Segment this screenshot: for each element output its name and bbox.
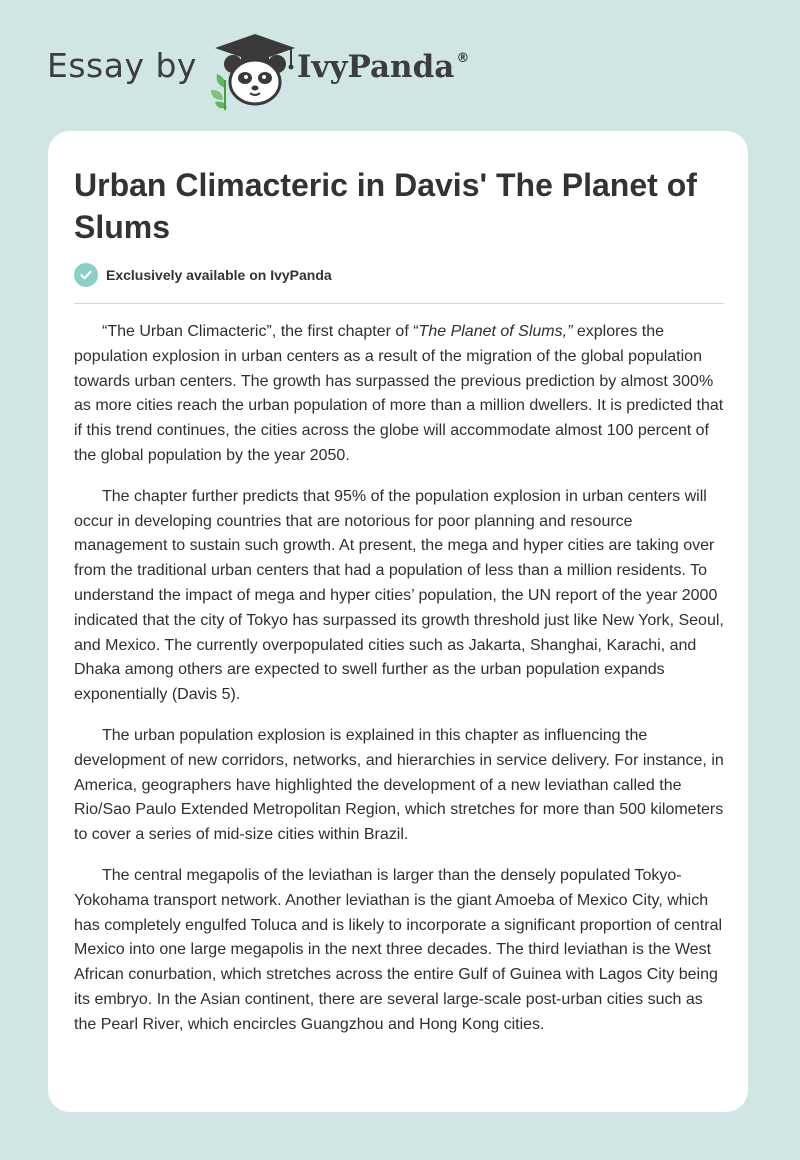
book-title-emphasis: The Planet of Slums,” (418, 323, 573, 340)
paragraph: The central megapolis of the leviathan is larger than the densely populated Tokyo-Yokohama transport network. Another leviathan is the giant Amoeba of Mexico City, which has completely engulfed Toluca and is likely to incorporate a significant proportion of central Mexico into one large megapolis in the next three decades. The third leviathan is the West African conurbation, which stretches across the entire Gulf of Guinea with Lagos City being its embryo. In the Asian continent, there are several large-scale post-urban cities such as the Pearl River, which encircles Guangzhou and Hong Kong cities. (74, 866, 723, 1033)
panda-graduate-logo-icon[interactable] (207, 30, 303, 110)
paragraph (74, 320, 724, 469)
divider (74, 303, 724, 304)
paragraph: The urban population explosion is explained in this chapter as influencing the development of new corridors, networks, and hierarchies in service delivery. For instance, in America, geographers have highlighted the development of a new leviathan called the Rio/Sao Paulo Extended Metropolitan Region, which stretches for more than 500 kilometers to cover a series of mid-size cities within Brazil. (74, 726, 724, 844)
essay-card (48, 131, 748, 1112)
brand-name-text: IvyPanda (296, 49, 455, 85)
paragraph-text: explores the population explosion in urban centers as a result of the migration of the global population towards urban centers. The growth has surpassed the previous prediction by almost 300% as more cities reach the urban population of more than a million dwellers. It is predicted that if this trend continues, the cities across the globe will accommodate almost 100 percent of the global population by the year 2050. (74, 323, 724, 464)
site-header (47, 30, 469, 110)
registered-mark: ® (456, 51, 470, 66)
paragraph-text: “The Urban Climacteric”, the first chapter of “ (102, 323, 419, 340)
essay-by-label: Essay by (47, 45, 197, 85)
brand-name[interactable] (297, 49, 469, 85)
check-circle-icon (74, 263, 98, 287)
exclusive-badge (74, 263, 332, 287)
exclusive-badge-text: Exclusively available on IvyPanda (106, 267, 332, 283)
paragraph: The chapter further predicts that 95% of the population explosion in urban centers will occur in developing countries that are notorious for poor planning and resource management to sustain such growth. At present, the mega and hyper cities are taking over from the traditional urban centers that had a population of less than a million residents. To understand the impact of mega and hyper cities’ population, the UN report of the year 2000 indicated that the city of Tokyo has surpassed its growth threshold just like New York, Seoul, and Mexico. The currently overpopulated cities such as Jakarta, Shanghai, Karachi, and Dhaka among others are expected to swell further as the urban population expands exponentially (Davis 5). (74, 487, 724, 704)
essay-title: Urban Climacteric in Davis' The Planet of Slums (74, 167, 697, 245)
essay-body (74, 320, 724, 1054)
